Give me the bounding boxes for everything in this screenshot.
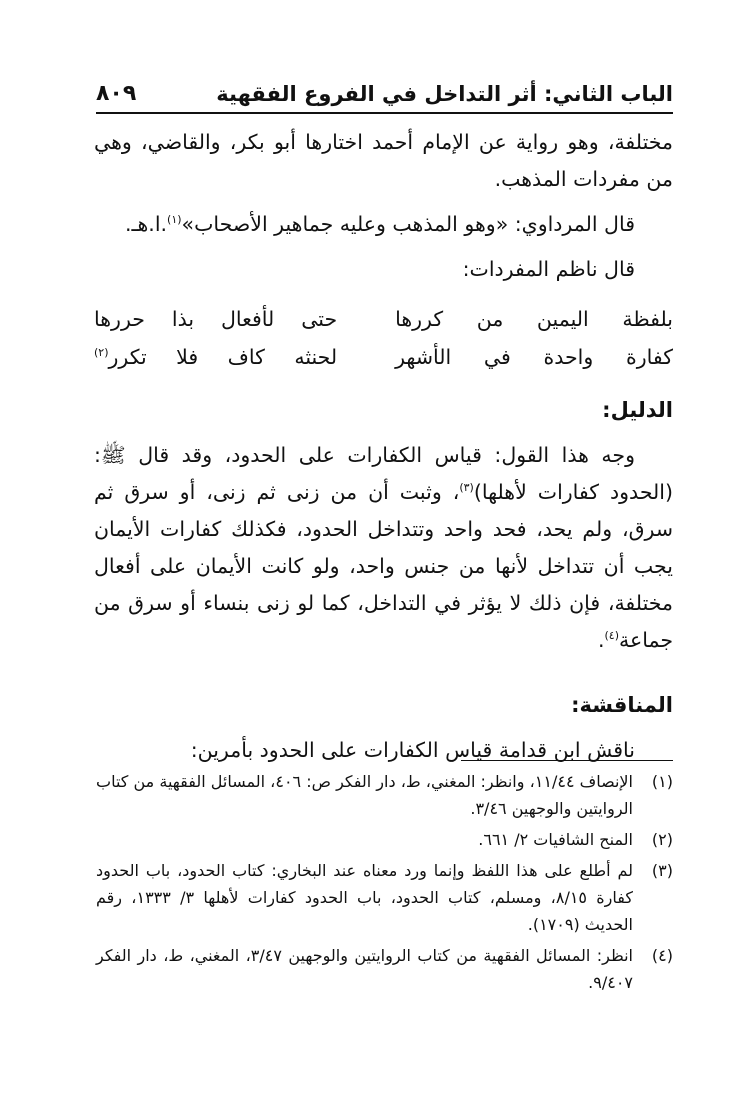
paragraph-nazim: قال ناظم المفردات:: [462, 257, 635, 281]
footnote-text: انظر: المسائل الفقهية من كتاب الروايتين والوجهين ٣/٤٧، المغني، ط، دار الفكر ٩/٤٠٧.: [96, 946, 633, 992]
verse-1-first-hemistich: بلفظة اليمين من كررها: [395, 307, 673, 331]
footnote-ref-4[interactable]: (٤): [604, 629, 619, 643]
verse-2-second-hemistich: [94, 338, 337, 376]
evidence-paragraph: [94, 437, 673, 659]
footnote: [96, 826, 673, 853]
footnote-text: المنح الشافيات ٢/ ٦٦١.: [478, 830, 633, 849]
main-text: [94, 124, 673, 769]
poem: [94, 300, 673, 376]
page-number: ٨٠٩: [96, 81, 137, 106]
evidence-text: ، وثبت أن من زنى ثم زنى، أو سرق ثم سرق، ولم يحد، فحد واحد وتتداخل الحدود، فكذلك كفارات الأيمان يجب أن تتداخل لأنها من جنس واحد، ولو كانت الأيمان على أفعال مختلفة، فإن ذلك لا يؤثر في التداخل، كما لو زنى بنساء أو سرق من جماعة: [94, 480, 673, 652]
footnote: [96, 768, 673, 822]
footnote-number: (١): [651, 772, 673, 791]
footnote-text: لم أطلع على هذا اللفظ وإنما ورد معناه عند البخاري: كتاب الحدود، باب الحدود كفارة ٨/١٥، ومسلم، كتاب الحدود، باب الحدود كفارات لأهلها ٣/ ١٣٣٣، رقم الحديث (١٧٠٩).: [96, 861, 633, 934]
footnote: [96, 942, 673, 996]
verse-2-first-hemistich: كفارة واحدة في الأشهر: [395, 345, 673, 369]
footnote-number: (٣): [651, 861, 673, 880]
footnote-ref-3[interactable]: (٣): [459, 481, 474, 495]
footnote: [96, 857, 673, 938]
verse-1: [94, 300, 673, 338]
footnote-divider: [461, 760, 673, 761]
footnote-ref-2[interactable]: (٢): [94, 346, 109, 360]
paragraph-1: مختلفة، وهو رواية عن الإمام أحمد اختارها أبو بكر، والقاضي، وهي من مفردات المذهب.: [94, 130, 673, 191]
heading-evidence: الدليل:: [602, 398, 673, 422]
mardawi-quote: قال المرداوي: «وهو المذهب وعليه جماهير الأصحاب»: [181, 212, 635, 236]
mardawi-tail: .ا.هـ.: [124, 212, 168, 236]
footnotes: [96, 768, 673, 1000]
verse-2: [94, 338, 673, 376]
hadith-quote: (الحدود كفارات لأهلها): [473, 480, 673, 504]
verse-2-second-text: لحنثه كاف فلا تكرر: [108, 345, 338, 369]
running-header: [96, 72, 673, 114]
discussion-paragraph: ناقش ابن قدامة قياس الكفارات على الحدود بأمرين:: [190, 738, 635, 762]
evidence-end: .: [597, 628, 605, 652]
heading-discussion: المناقشة:: [571, 693, 673, 717]
footnote-text: الإنصاف ١١/٤٤، وانظر: المغني، ط، دار الفكر ص: ٤٠٦، المسائل الفقهية من كتاب الروايتين والوجهين ٣/٤٦.: [96, 772, 634, 818]
footnote-number: (٤): [651, 946, 673, 965]
chapter-title: الباب الثاني: أثر التداخل في الفروع الفقهية: [216, 82, 673, 106]
evidence-line-1: وجه هذا القول: قياس الكفارات على الحدود، وقد قال ﷺ:: [94, 443, 635, 467]
verse-1-second-hemistich: حتى لأفعال بذا حررها: [94, 307, 338, 331]
paragraph-mardawi: [94, 206, 673, 243]
footnote-ref-1[interactable]: (١): [167, 213, 182, 227]
footnote-number: (٢): [651, 830, 673, 849]
